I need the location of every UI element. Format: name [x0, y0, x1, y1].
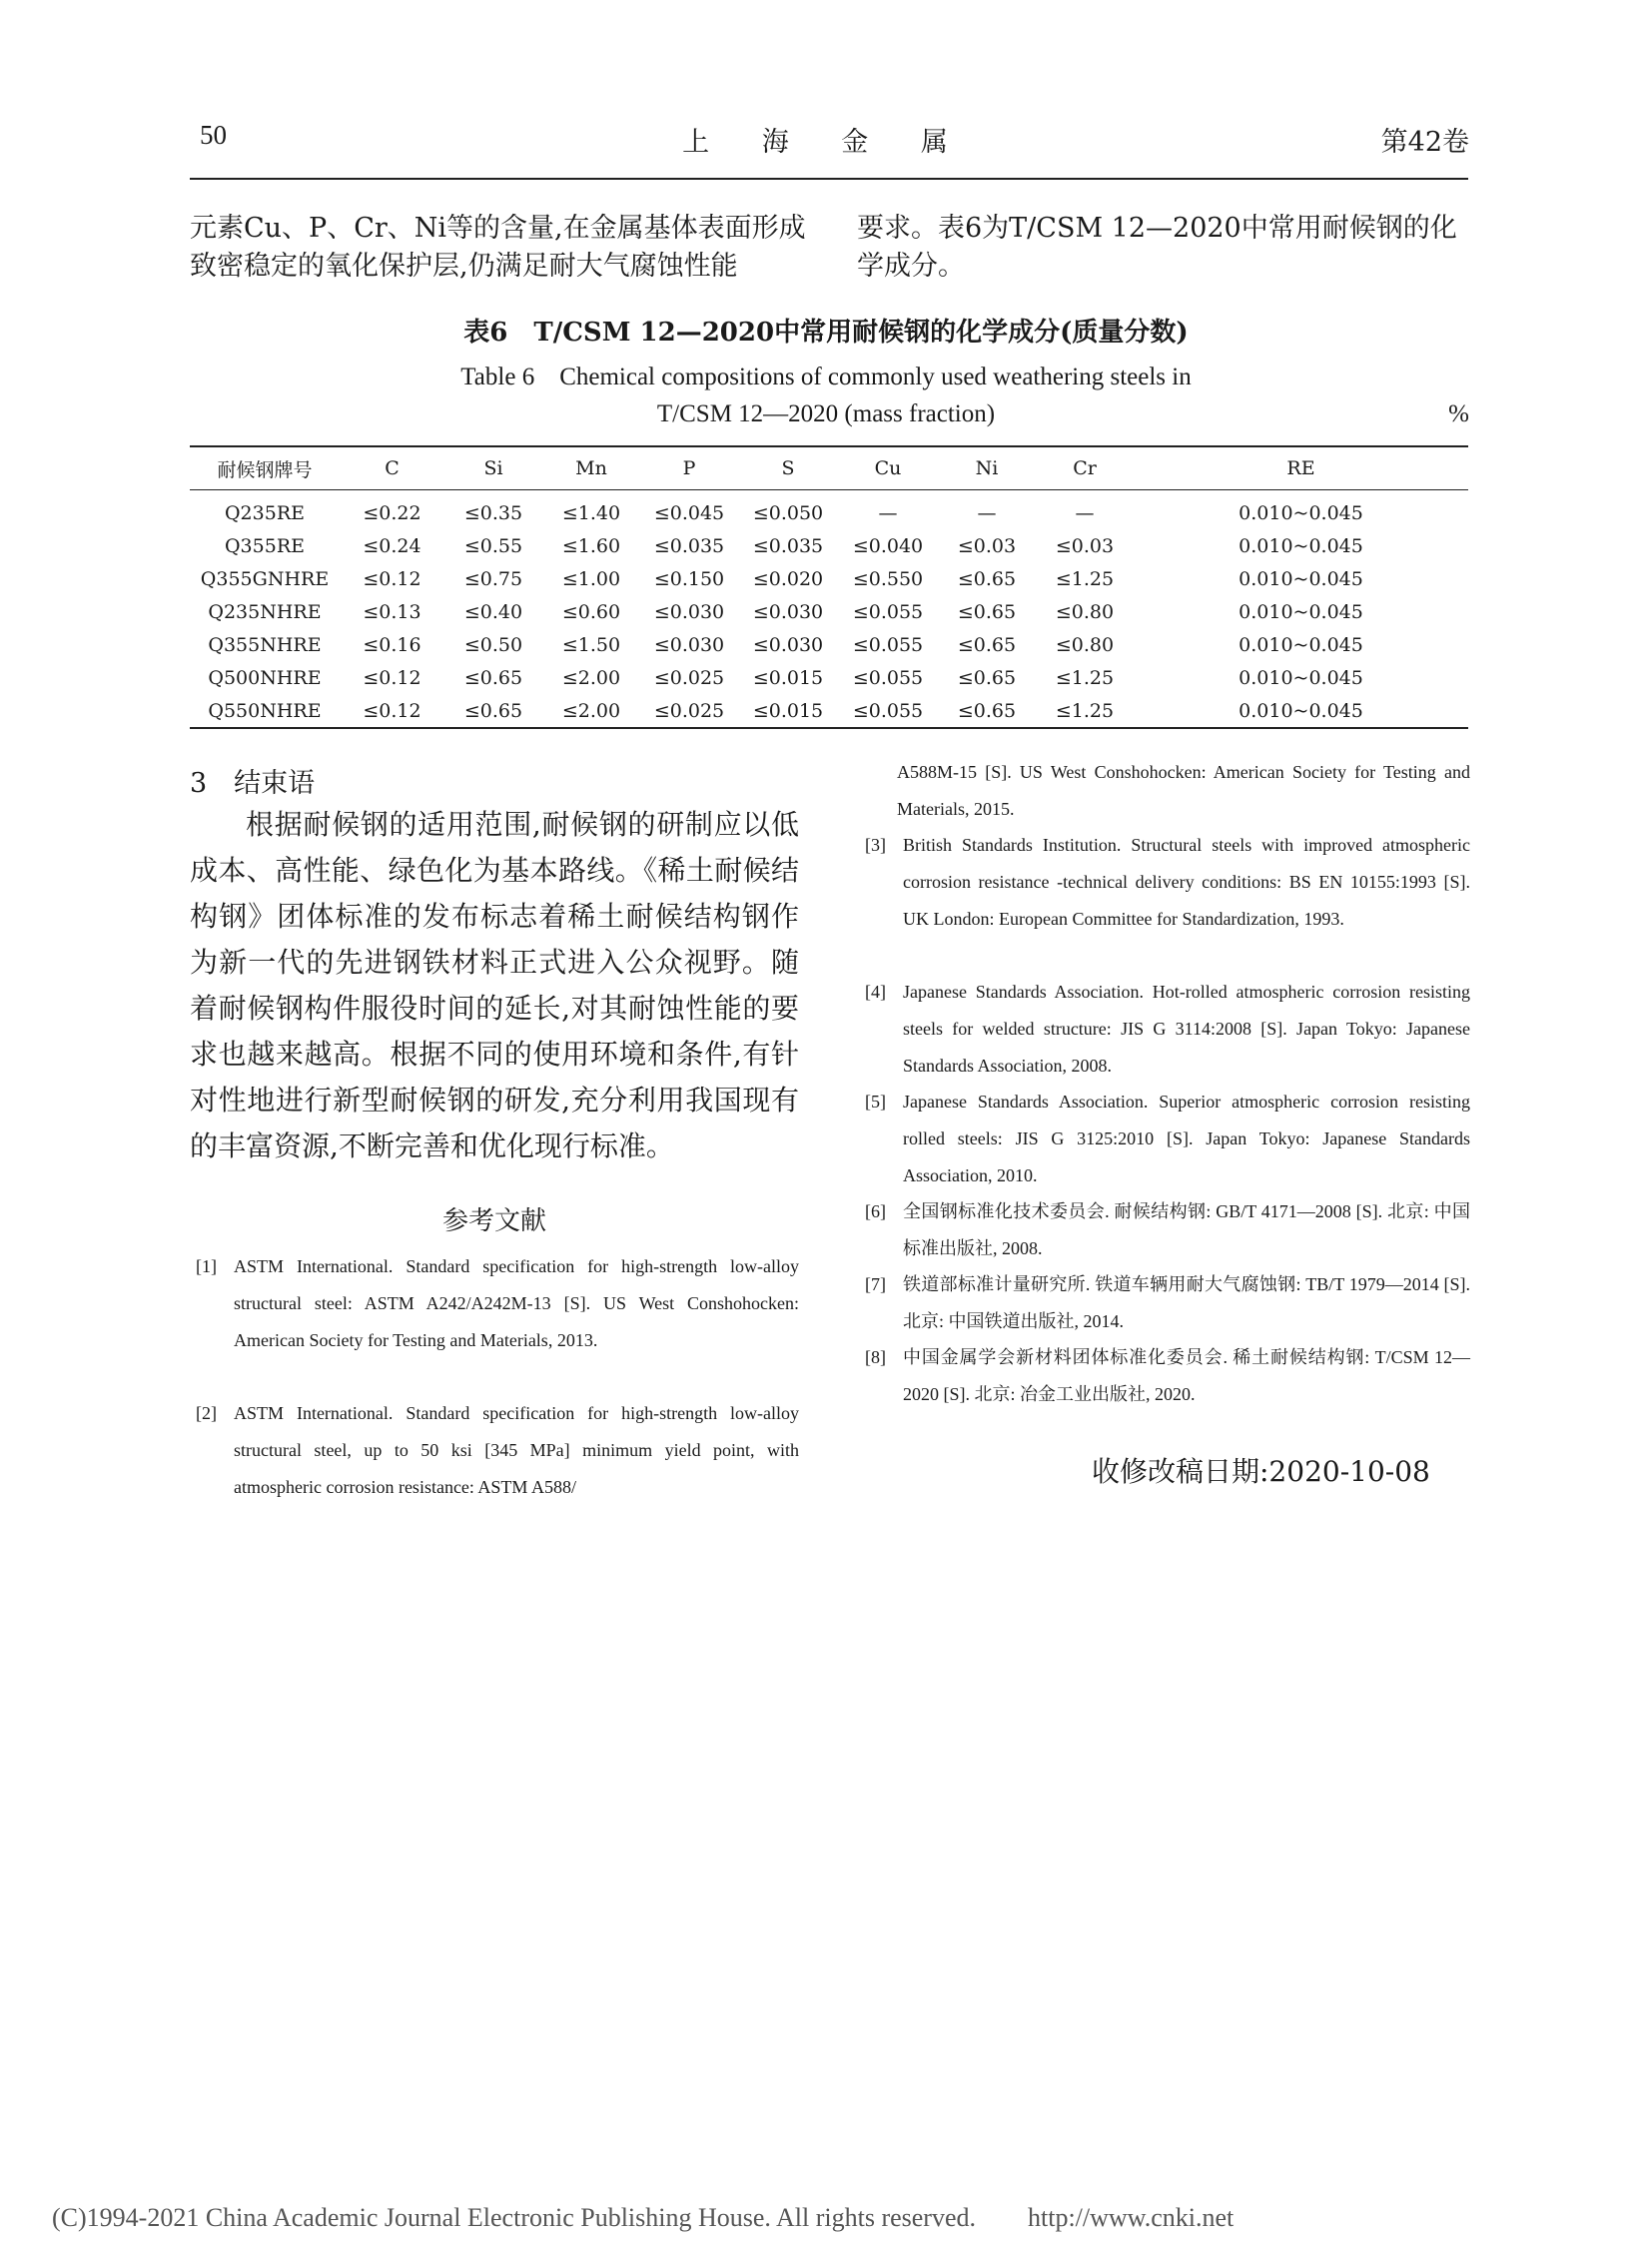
column-header: C — [385, 457, 400, 479]
table-cell: ≤0.65 — [957, 567, 1017, 590]
reference-text: British Standards Institution. Structural steels with improved atmospheric corrosion resistance -technical delivery conditions: BS EN 10155:1993 [S]. UK London: European Committee for Standardization, 1993. — [903, 835, 1470, 929]
table-cell: ≤0.80 — [1055, 633, 1115, 656]
steel-grade-cell: Q550NHRE — [208, 699, 322, 722]
table-row — [190, 628, 1468, 661]
table-cell: ≤1.25 — [1055, 567, 1115, 590]
table-cell: ≤1.00 — [561, 567, 621, 590]
reference-item — [865, 827, 1470, 938]
steel-grade-cell: Q355RE — [224, 534, 306, 557]
steel-grade-cell: Q355GNHRE — [200, 567, 330, 590]
table-cell: ≤0.550 — [852, 567, 924, 590]
column-header: RE — [1286, 457, 1315, 479]
table-cell: ≤0.35 — [463, 501, 523, 524]
table-cell: ≤1.25 — [1055, 699, 1115, 722]
reference-number: [4] — [865, 982, 886, 1002]
table-cell: 0.010~0.045 — [1239, 534, 1363, 557]
table-cell: ≤0.020 — [752, 567, 824, 590]
table-cell: ≤0.50 — [463, 633, 523, 656]
table-cell: ≤0.16 — [363, 633, 421, 656]
column-header: Cr — [1073, 457, 1097, 479]
table-cell: ≤0.025 — [653, 699, 725, 722]
table-cell: ≤0.025 — [653, 666, 725, 689]
volume-label: 第42卷 — [1380, 127, 1469, 158]
table-cell: ≤1.25 — [1055, 666, 1115, 689]
table-cell: ≤0.65 — [463, 699, 523, 722]
intro-paragraph-right: 要求。表6为T/CSM 12—2020中常用耐候钢的化学成分。 — [857, 213, 1457, 282]
table-cell: ≤0.12 — [363, 567, 421, 590]
reference-number: [6] — [865, 1201, 886, 1221]
table-cell: ≤0.40 — [463, 600, 523, 623]
table-row — [190, 529, 1468, 562]
reference-continuation: A588M-15 [S]. US West Conshohocken: American Society for Testing and Materials, 2015. — [897, 762, 1470, 819]
references-heading: 参考文献 — [441, 1206, 546, 1236]
table-unit-label: % — [1448, 400, 1469, 427]
table-cell: ≤0.055 — [852, 699, 924, 722]
table-cell: ≤0.75 — [463, 567, 523, 590]
table-cell: ≤0.65 — [957, 633, 1017, 656]
column-header: S — [781, 457, 795, 479]
table-cell: ≤0.24 — [363, 534, 421, 557]
page-number: 50 — [200, 120, 227, 150]
table-cell: ≤0.055 — [852, 666, 924, 689]
table-cell: ≤0.030 — [653, 600, 725, 623]
steel-grade-cell: Q355NHRE — [208, 633, 322, 656]
table-cell: ≤0.65 — [957, 666, 1017, 689]
table-cell: ≤1.40 — [561, 501, 621, 524]
table-cell: 0.010~0.045 — [1239, 501, 1363, 524]
table-cell: — — [1075, 501, 1095, 524]
table-cell: 0.010~0.045 — [1239, 567, 1363, 590]
section-heading: 3 结束语 — [190, 768, 316, 799]
reference-number: [3] — [865, 835, 886, 855]
reference-number: [5] — [865, 1092, 886, 1112]
table-cell: ≤0.045 — [653, 501, 725, 524]
reference-item — [865, 974, 1470, 1085]
reference-number: [8] — [865, 1347, 886, 1367]
table-cell: ≤0.040 — [852, 534, 924, 557]
table-cell: ≤0.80 — [1055, 600, 1115, 623]
header-rule — [190, 178, 1468, 180]
table-cell: 0.010~0.045 — [1239, 633, 1363, 656]
column-header: P — [682, 457, 696, 479]
reference-number: [1] — [196, 1256, 217, 1276]
table-cell: ≤0.030 — [752, 600, 824, 623]
table-cell: ≤0.050 — [752, 501, 824, 524]
table-caption-cn: 表6 T/CSM 12—2020中常用耐候钢的化学成分(质量分数) — [463, 318, 1189, 348]
journal-title: 上 海 金 属 — [682, 127, 970, 158]
table-row — [190, 562, 1468, 595]
column-header: Si — [483, 457, 503, 479]
table-cell: ≤0.015 — [752, 666, 824, 689]
reference-text: 铁道部标准计量研究所. 铁道车辆用耐大气腐蚀钢: TB/T 1979—2014 [S]. 北京: 中国铁道出版社, 2014. — [903, 1274, 1470, 1331]
copyright-footer: (C)1994-2021 China Academic Journal Electronic Publishing House. All rights reserved. http://www.cnki.net — [52, 2203, 1235, 2232]
received-date: 收修改稿日期:2020-10-08 — [1092, 1455, 1430, 1488]
table-row — [190, 595, 1468, 628]
table-cell: ≤0.12 — [363, 666, 421, 689]
table-cell: ≤0.12 — [363, 699, 421, 722]
table-cell: ≤2.00 — [561, 666, 621, 689]
table-cell: — — [977, 501, 997, 524]
conclusion-paragraph: 根据耐候钢的适用范围,耐候钢的研制应以低成本、高性能、绿色化为基本路线。《稀土耐候结构钢》团体标准的发布标志着稀土耐候结构钢作为新一代的先进钢铁材料正式进入公众视野。随着耐候钢构件服役时间的延长,对其耐蚀性能的要求也越来越高。根据不同的使用环境和条件,有针对性地进行新型耐候钢的研发,充分利用我国现有的丰富资源,不断完善和优化现行标准。 — [190, 808, 799, 1162]
steel-grade-cell: Q500NHRE — [208, 666, 322, 689]
table-cell: — — [878, 501, 898, 524]
column-header: Ni — [975, 457, 999, 479]
table-cell: ≤0.65 — [957, 699, 1017, 722]
table-cell: ≤0.015 — [752, 699, 824, 722]
reference-text: ASTM International. Standard specification for high-strength low-alloy structural steel: ASTM A242/A242M-13 [S]. US West Conshohocken: American Society for Testing and Materials, 2013. — [234, 1256, 799, 1350]
table-row — [190, 694, 1468, 728]
reference-item — [196, 1248, 799, 1359]
table-cell: ≤2.00 — [561, 699, 621, 722]
table-body — [190, 490, 1468, 729]
table-caption-en-line2: T/CSM 12—2020 (mass fraction) — [656, 400, 996, 427]
composition-table — [190, 445, 1468, 729]
intro-paragraph-left: 元素Cu、P、Cr、Ni等的含量,在金属基体表面形成致密稳定的氧化保护层,仍满足耐大气腐蚀性能 — [190, 213, 806, 282]
table-cell: ≤0.035 — [752, 534, 824, 557]
reference-number: [7] — [865, 1274, 886, 1294]
column-header: Cu — [874, 457, 902, 479]
table-cell: ≤0.030 — [752, 633, 824, 656]
steel-grade-cell: Q235NHRE — [208, 600, 322, 623]
table-cell: ≤0.055 — [852, 633, 924, 656]
table-cell: ≤0.65 — [957, 600, 1017, 623]
table-cell: ≤1.50 — [561, 633, 621, 656]
steel-grade-cell: Q235RE — [224, 501, 306, 524]
table-cell: ≤0.65 — [463, 666, 523, 689]
reference-text: Japanese Standards Association. Superior atmospheric corrosion resisting rolled steels: JIS G 3125:2010 [S]. Japan Tokyo: Japanese Standards Association, 2010. — [903, 1092, 1470, 1185]
table-cell: ≤0.030 — [653, 633, 725, 656]
reference-text: 中国金属学会新材料团体标准化委员会. 稀土耐候结构钢: T/CSM 12—2020 [S]. 北京: 冶金工业出版社, 2020. — [903, 1347, 1470, 1404]
reference-item — [196, 1395, 799, 1506]
reference-item — [865, 1193, 1470, 1267]
table-cell: ≤0.55 — [463, 534, 523, 557]
table-cell: ≤0.03 — [957, 534, 1017, 557]
column-header: Mn — [575, 457, 607, 479]
reference-text: 全国钢标准化技术委员会. 耐候结构钢: GB/T 4171—2008 [S]. 北京: 中国标准出版社, 2008. — [903, 1201, 1470, 1258]
table-cell: ≤1.60 — [561, 534, 621, 557]
reference-item — [865, 1339, 1470, 1413]
reference-text: ASTM International. Standard specification for high-strength low-alloy structural steel, up to 50 ksi [345 MPa] minimum yield point, with atmospheric corrosion resistance: ASTM A588/ — [234, 1403, 799, 1497]
table-cell: ≤0.60 — [561, 600, 621, 623]
table-row — [190, 661, 1468, 694]
table-cell: ≤0.13 — [363, 600, 421, 623]
table-cell: 0.010~0.045 — [1239, 600, 1363, 623]
table-caption-en-line1: Table 6 Chemical compositions of commonly used weathering steels in — [460, 364, 1192, 390]
table-cell: ≤0.150 — [653, 567, 725, 590]
table-cell: ≤0.055 — [852, 600, 924, 623]
reference-text: Japanese Standards Association. Hot-rolled atmospheric corrosion resisting steels for welded structure: JIS G 3114:2008 [S]. Japan Tokyo: Japanese Standards Association, 2008. — [903, 982, 1470, 1076]
table-cell: ≤0.035 — [653, 534, 725, 557]
reference-number: [2] — [196, 1403, 217, 1423]
table-cell: 0.010~0.045 — [1239, 666, 1363, 689]
column-header: 耐候钢牌号 — [217, 458, 313, 481]
table-cell: ≤0.22 — [363, 501, 421, 524]
table-header-row — [190, 446, 1468, 490]
reference-item — [865, 1266, 1470, 1340]
table-cell: ≤0.03 — [1055, 534, 1115, 557]
table-cell: 0.010~0.045 — [1239, 699, 1363, 722]
table-row — [190, 490, 1468, 530]
reference-item — [865, 1084, 1470, 1194]
